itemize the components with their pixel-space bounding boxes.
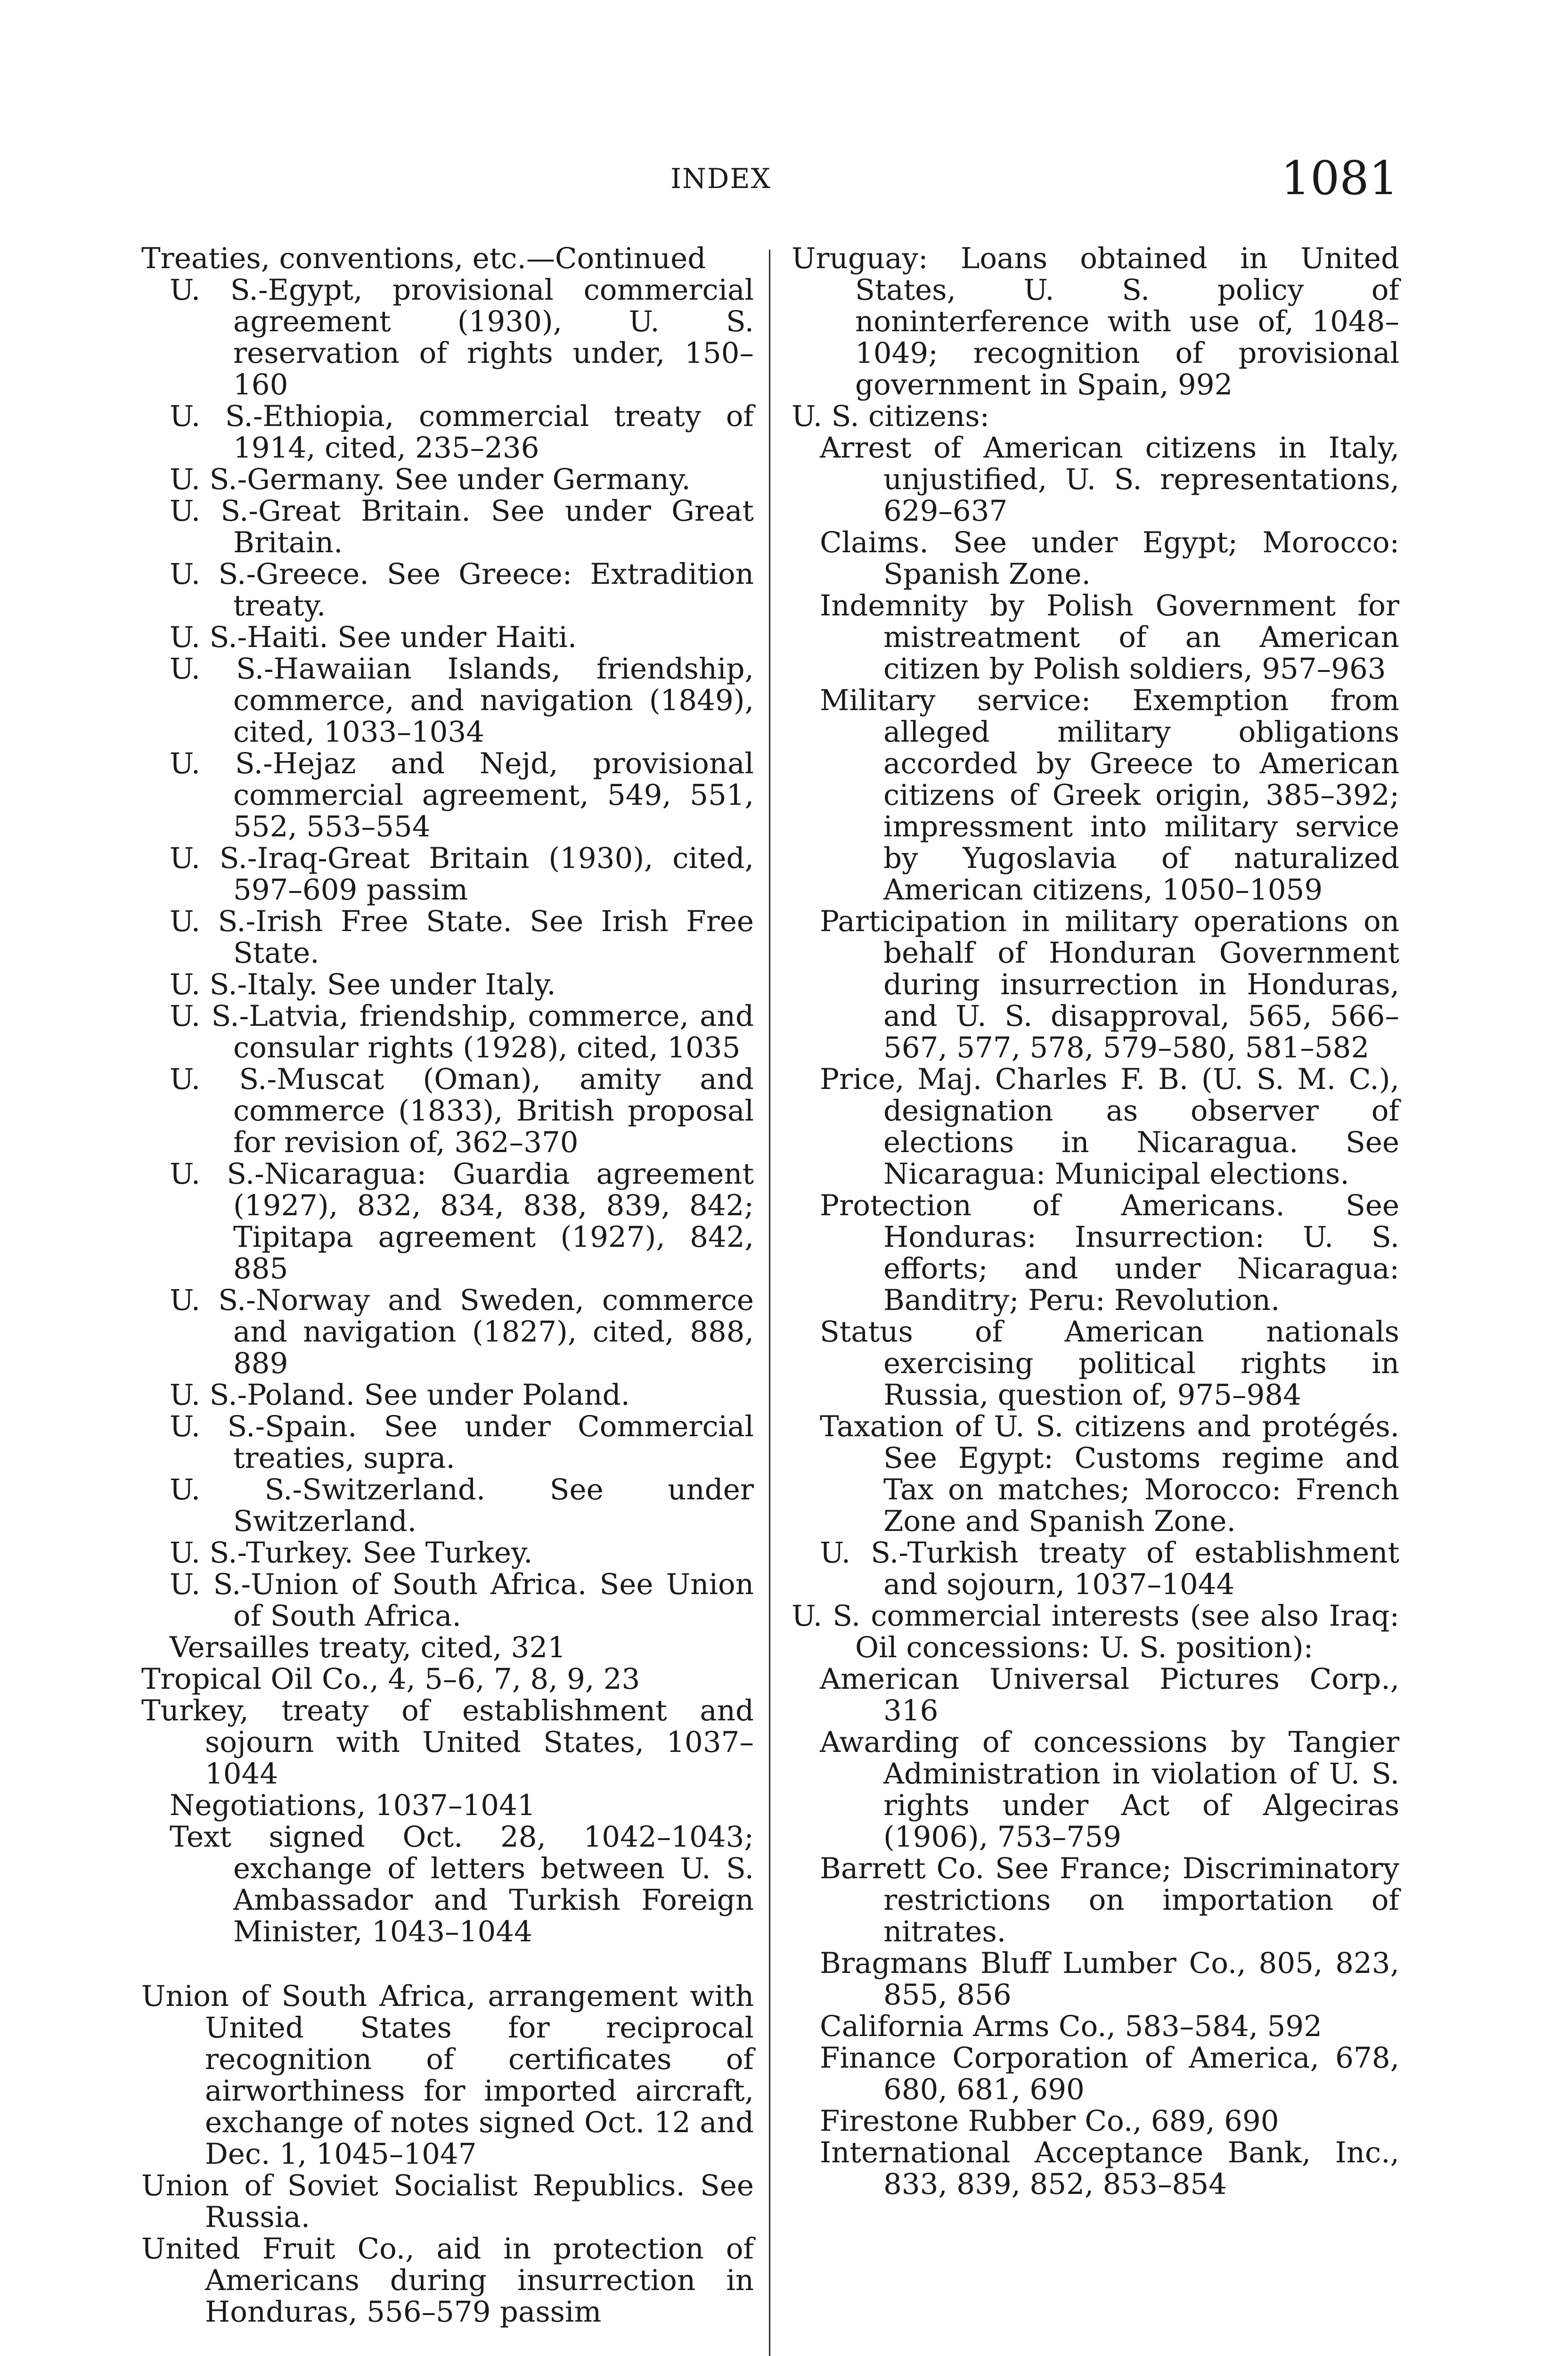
- index-subentry: American Universal Pictures Corp., 316: [820, 1662, 1399, 1727]
- right-column: [792, 243, 1399, 2200]
- index-entry: Union of South Africa, arrangement with United States for reciprocal recognition of certificates of airworthiness for imported aircraft, exchange of notes signed Oct. 12 and Dec. 1, 1045–1047: [141, 1980, 754, 2171]
- index-entry: United Fruit Co., aid in protection of Americans during insurrection in Honduras, 556–579 passim: [141, 2232, 754, 2329]
- index-entry: Turkey, treaty of establishment and sojourn with United States, 1037–1044: [141, 1694, 754, 1791]
- index-entry: Union of Soviet Socialist Republics. See Russia.: [141, 2169, 754, 2234]
- index-subentry: International Acceptance Bank, Inc., 833, 839, 852, 853–854: [820, 2136, 1399, 2201]
- index-subentry: U. S.-Hejaz and Nejd, provisional commercial agreement, 549, 551, 552, 553–554: [170, 747, 754, 843]
- index-subentry: U. S.-Latvia, friendship, commerce, and consular rights (1928), cited, 1035: [170, 999, 754, 1064]
- index-subentry: Barrett Co. See France; Discriminatory restrictions on importation of nitrates.: [820, 1852, 1399, 1948]
- index-subentry: Firestone Rubber Co., 689, 690: [820, 2104, 1279, 2138]
- index-subentry: Text signed Oct. 28, 1042–1043; exchange of letters between U. S. Ambassador and Turkish Foreign Minister, 1043–1044: [170, 1820, 754, 1948]
- index-entry: Tropical Oil Co., 4, 5–6, 7, 8, 9, 23: [141, 1662, 640, 1696]
- page-number: 1081: [1281, 152, 1398, 205]
- index-subentry: U. S.-Italy. See under Italy.: [170, 968, 556, 1001]
- index-subentry: U. S.-Union of South Africa. See Union of South Africa.: [170, 1568, 754, 1633]
- index-subentry: Awarding of concessions by Tangier Administration in violation of U. S. rights under Act of Algeciras (1906), 753–759: [820, 1726, 1399, 1854]
- index-subentry: Bragmans Bluff Lumber Co., 805, 823, 855, 856: [820, 1947, 1399, 2012]
- index-subentry: Versailles treaty, cited, 321: [170, 1631, 566, 1664]
- index-entry: Treaties, conventions, etc.—Continued: [141, 242, 706, 275]
- index-subentry: U. S.-Poland. See under Poland.: [170, 1378, 630, 1412]
- index-subentry: U. S.-Germany. See under Germany.: [170, 463, 691, 496]
- index-subentry: Finance Corporation of America, 678, 680, 681, 690: [820, 2041, 1399, 2106]
- left-column: [141, 243, 754, 2328]
- index-subentry: U. S.-Great Britain. See under Great Britain.: [170, 494, 754, 559]
- index-subentry: Indemnity by Polish Government for mistreatment of an American citizen by Polish soldiers, 957–963: [820, 589, 1399, 686]
- running-head: INDEX: [670, 163, 771, 195]
- index-subentry: U. S.-Egypt, provisional commercial agreement (1930), U. S. reservation of rights under, 150–160: [170, 273, 754, 401]
- index-entry: U. S. citizens:: [792, 400, 990, 433]
- index-subentry: California Arms Co., 583–584, 592: [820, 2010, 1322, 2043]
- index-subentry: Military service: Exemption from alleged military obligations accorded by Greece to American citizens of Greek origin, 385–392; impressment into military service by Yugoslavia of naturalized American citizens, 1050–1059: [820, 684, 1399, 907]
- index-entry: Uruguay: Loans obtained in United States, U. S. policy of noninterference with use of, 1048–1049; recognition of provisional government in Spain, 992: [792, 242, 1399, 401]
- index-subentry: U. S.-Ethiopia, commercial treaty of 1914, cited, 235–236: [170, 400, 754, 465]
- index-subentry: U. S.-Norway and Sweden, commerce and navigation (1827), cited, 888, 889: [170, 1284, 754, 1380]
- index-subentry: U. S.-Haiti. See under Haiti.: [170, 621, 577, 654]
- index-subentry: U. S.-Greece. See Greece: Extradition treaty.: [170, 557, 754, 622]
- index-subentry: U. S.-Switzerland. See under Switzerland.: [170, 1473, 754, 1538]
- index-subentry: Participation in military operations on behalf of Honduran Government during insurrection in Honduras, and U. S. disapproval, 565, 566–567, 577, 578, 579–580, 581–582: [820, 905, 1399, 1064]
- column-divider: [769, 250, 770, 2356]
- index-subentry: U. S.-Muscat (Oman), amity and commerce (1833), British proposal for revision of, 362–370: [170, 1063, 754, 1159]
- index-subentry: Negotiations, 1037–1041: [170, 1789, 536, 1822]
- index-subentry: Protection of Americans. See Honduras: Insurrection: U. S. efforts; and under Nicaragua: Banditry; Peru: Revolution.: [820, 1189, 1399, 1317]
- index-subentry: U. S.-Turkish treaty of establishment and sojourn, 1037–1044: [820, 1536, 1399, 1601]
- index-subentry: Claims. See under Egypt; Morocco: Spanish Zone.: [820, 526, 1399, 591]
- index-subentry: U. S.-Turkey. See Turkey.: [170, 1536, 533, 1570]
- index-subentry: Status of American nationals exercising political rights in Russia, question of, 975–984: [820, 1315, 1399, 1412]
- index-subentry: Taxation of U. S. citizens and protégés. See Egypt: Customs regime and Tax on matches; Morocco: French Zone and Spanish Zone.: [820, 1410, 1399, 1538]
- index-subentry: U. S.-Hawaiian Islands, friendship, commerce, and navigation (1849), cited, 1033–1034: [170, 652, 754, 749]
- index-subentry: U. S.-Iraq-Great Britain (1930), cited, 597–609 passim: [170, 842, 754, 907]
- index-entry: U. S. commercial interests (see also Iraq: Oil concessions: U. S. position):: [792, 1599, 1399, 1664]
- index-subentry: Arrest of American citizens in Italy, unjustified, U. S. representations, 629–637: [820, 431, 1399, 528]
- index-subentry: U. S.-Spain. See under Commercial treaties, supra.: [170, 1410, 754, 1475]
- index-subentry: U. S.-Nicaragua: Guardia agreement (1927), 832, 834, 838, 839, 842; Tipitapa agreement (1927), 842, 885: [170, 1157, 754, 1285]
- index-subentry: Price, Maj. Charles F. B. (U. S. M. C.), designation as observer of elections in Nicaragua. See Nicaragua: Municipal elections.: [820, 1063, 1399, 1191]
- index-subentry: U. S.-Irish Free State. See Irish Free State.: [170, 905, 754, 970]
